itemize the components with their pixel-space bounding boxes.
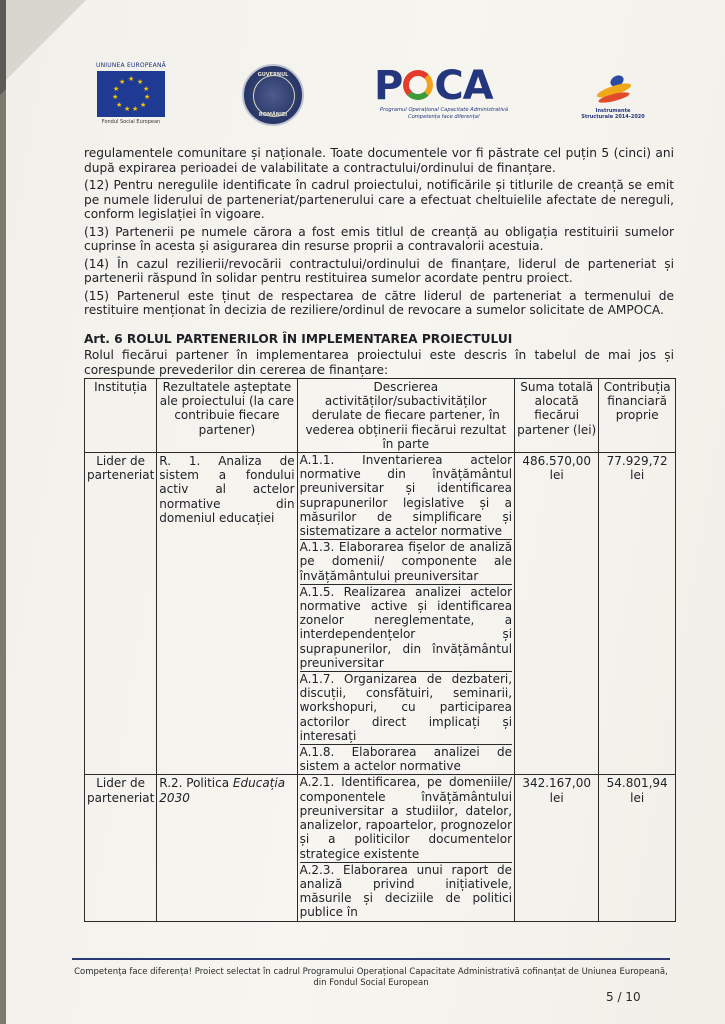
poca-o-icon (403, 70, 433, 100)
activity-item: A.1.1. Inventarierea actelor normative din învățământul preuniversitar și identificarea suprapunerilor legislative și a măsurilor de simplificare și sistematizare a actelor normative (299, 453, 513, 539)
activity-item: A.2.3. Elaborarea unui raport de analiză privind inițiativele, măsurile și deciziile de politici publice în (299, 862, 513, 920)
paragraph: (14) În cazul rezilierii/revocării contractului/ordinului de finanțare, liderul de parteneriat și partenerii răspund în solidar pentru restituirea sumelor acordate pentru proiect. (84, 256, 674, 285)
activity-item: A.1.5. Realizarea analizei actelor normative active și identificarea zonelor nereglementate, a interdependențelor și suprapunerilor, din învățământul preuniversitar (299, 584, 513, 670)
cell-contribution: 54.801,94 lei (599, 775, 676, 921)
result-prefix: R.2. Politica (159, 776, 233, 791)
cell-contribution: 77.929,72 lei (599, 453, 676, 775)
partners-table (84, 378, 676, 922)
structural-instruments-logo (581, 72, 645, 120)
structural-instruments-text: Instrumente Structurale 2014-2020 (581, 108, 645, 120)
cell-result: R. 1. Analiza de sistem a fondului activ al actelor normative din domeniul educației (157, 453, 297, 775)
activity-item: A.1.7. Organizarea de dezbateri, discuții, consfătuiri, seminarii, workshopuri, cu participarea actorilor direct implicați și interesați (299, 672, 513, 743)
gov-logo-top-text: GUVERNUL (257, 72, 289, 78)
eu-logo (94, 62, 168, 125)
paragraph: (13) Partenerii pe numele cărora a fost emis titlul de creanță au obligația restituirii sumelor cuprinse în acesta și asigurarea din resurse proprii a contravalorii acestuia. (84, 224, 674, 253)
footer-text: Competența face diferența! Proiect selectat în cadrul Programului Operațional Capacitate Administrativă cofinanțat de Uniunea Europeană, din Fondul Social European (74, 967, 668, 988)
poca-letters-ca: CA (434, 63, 493, 109)
poca-letter-p: P (374, 63, 403, 109)
poca-subtitle-1: Programul Operațional Capacitate Administrativă (379, 107, 509, 113)
poca-wordmark (374, 65, 514, 107)
activity-item: A.1.8. Elaborarea analizei de sistem a actelor normative (299, 745, 513, 774)
table-row (85, 453, 676, 775)
article-title: Art. 6 ROLUL PARTENERILOR ÎN IMPLEMENTAREA PROIECTULUI (84, 331, 513, 346)
eu-logo-title: UNIUNEA EUROPEANĂ (96, 62, 166, 69)
document-body (84, 146, 674, 922)
structural-instruments-icon (590, 72, 636, 108)
activity-item: A.2.1. Identificarea, pe domeniile/ componentele învățământului preuniversitar a studiilor, datelor, analizelor, rapoartelor, prognozelor și a politicilor documentelor strategice existente (299, 775, 513, 861)
document-page (6, 0, 725, 1024)
coat-of-arms-icon (253, 75, 295, 117)
paragraph: (15) Partenerul este ținut de respectarea de către liderul de parteneriat a termenului de restituire menționat în decizia de reziliere/ordinul de revocare a sumelor solicitate de AMPOCA. (84, 288, 674, 317)
header-amount: Suma totală alocată fiecărui partener (lei) (515, 379, 599, 453)
header-institution: Instituția (85, 379, 157, 453)
header-activities: Descrierea activităților/subactivităților derulate de fiecare partener, în vederea obținerii fiecărui rezultat în parte (297, 379, 514, 453)
table-header-row (85, 379, 676, 453)
cell-institution: Lider de parteneriat (85, 453, 157, 775)
government-seal-icon (242, 64, 304, 126)
cell-institution: Lider de parteneriat (85, 775, 157, 921)
gov-logo-bottom-text: ROMÂNIEI (258, 112, 288, 118)
cell-activities (297, 453, 514, 775)
activity-item: A.1.3. Elaborarea fișelor de analiză pe domenii/ componente ale învățământului preuniversitar (299, 540, 513, 583)
cell-result (157, 775, 297, 921)
result-italic: Educația 2030 (159, 776, 286, 805)
paragraph: (12) Pentru neregulile identificate în cadrul proiectului, notificările și titlurile de creanță se emit pe numele liderului de parteneriat/partenerului care a efectuat cheltuielile afectate de nereguli, conform legislației în vigoare. (84, 178, 674, 221)
eu-flag-icon: ★ ★ ★ ★ ★ ★ ★ ★ ★ ★ ★ (97, 71, 165, 117)
cell-amount: 342.167,00 lei (515, 775, 599, 921)
article-intro: Rolul fiecărui partener în implementarea proiectului este descris în tabelul de mai jos și corespunde prevederilor din cererea de finanțare: (84, 348, 674, 377)
table-row (85, 775, 676, 921)
footer-divider (72, 958, 670, 960)
header-results: Rezultatele așteptate ale proiectului (la care contribuie fiecare partener) (157, 379, 297, 453)
header-logos (6, 50, 725, 130)
poca-logo (374, 65, 514, 121)
eu-logo-subtitle: Fondul Social European (101, 119, 161, 125)
cell-amount: 486.570,00 lei (515, 453, 599, 775)
paragraph: regulamentele comunitare și naționale. Toate documentele vor fi păstrate cel puțin 5 (cinci) ani după expirarea perioadei de valabilitate a contractului/ordinului de finanțare. (84, 146, 674, 175)
poca-subtitle-2: Competența face diferența! (407, 114, 481, 120)
cell-activities (297, 775, 514, 921)
header-contribution: Contribuția financiară proprie (599, 379, 676, 453)
page-number: 5 / 10 (606, 990, 641, 1004)
